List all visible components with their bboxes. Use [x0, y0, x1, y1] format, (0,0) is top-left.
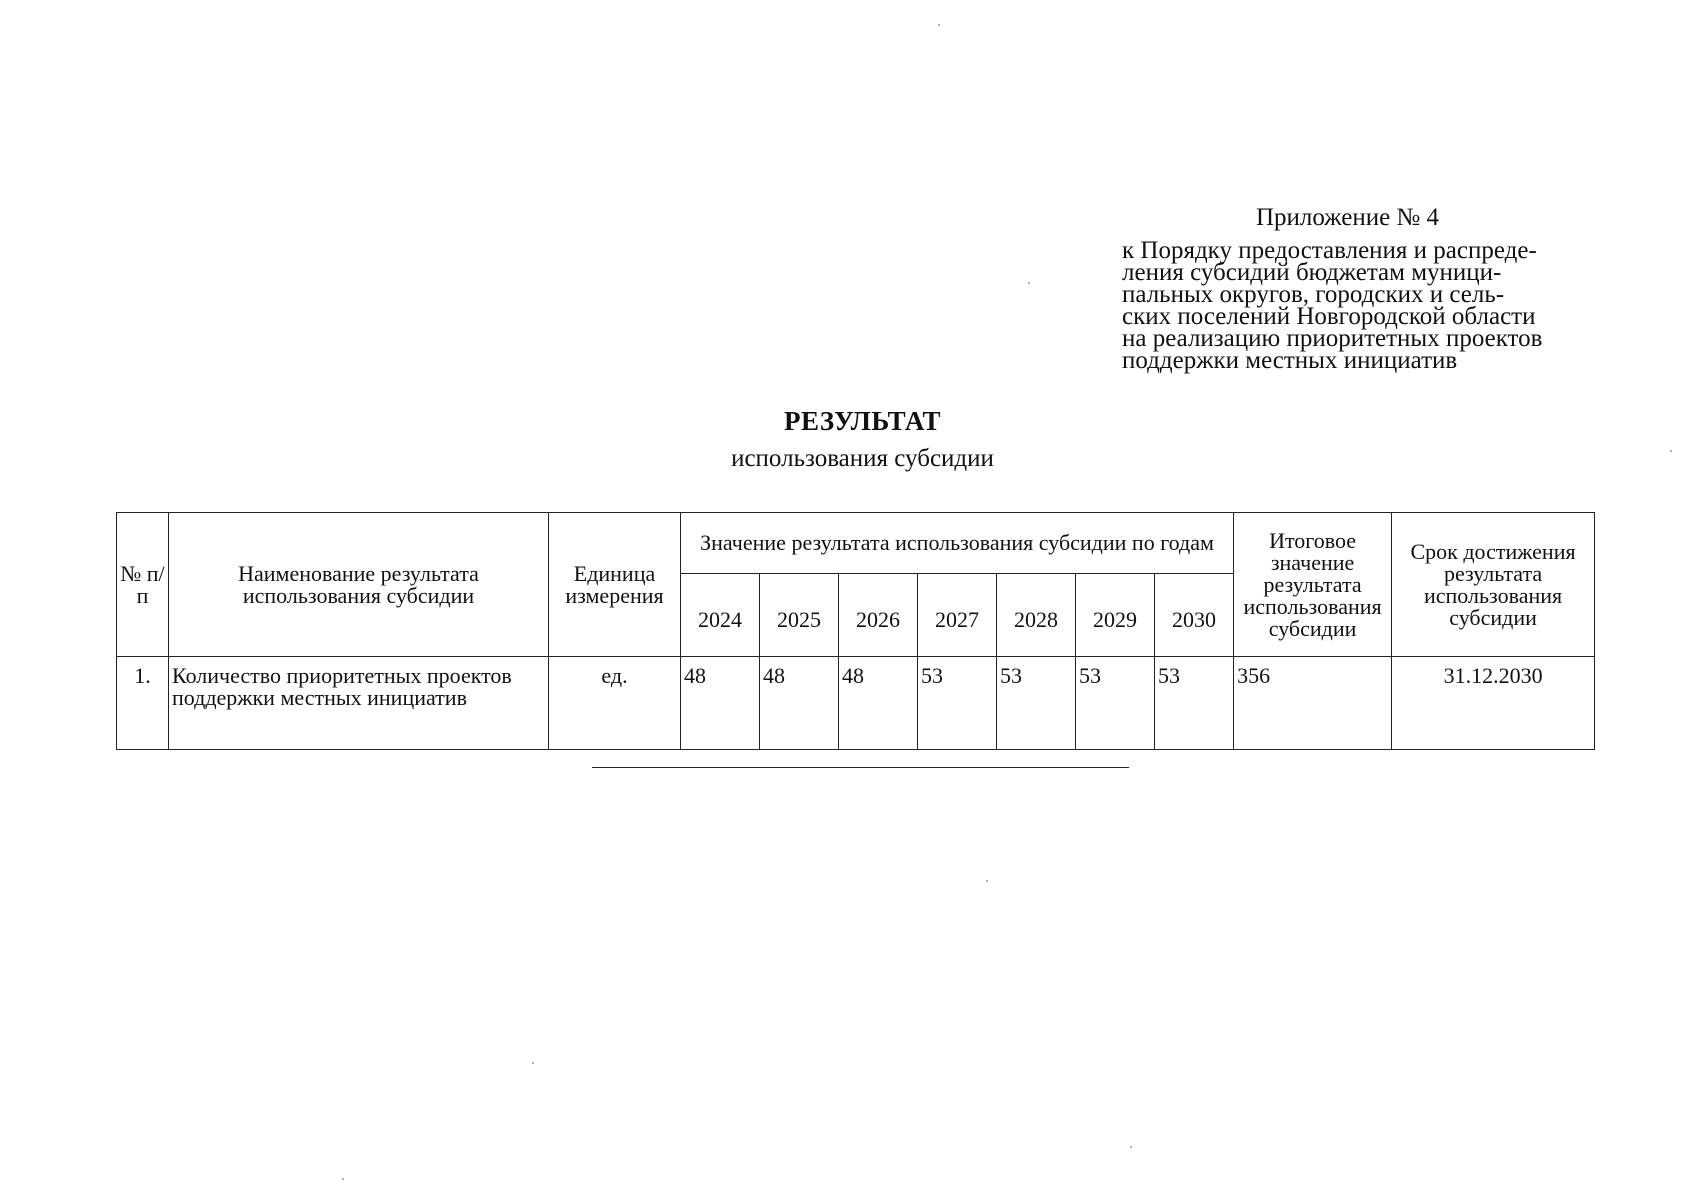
header-values-group: Значение результата использования субсидии по годам: [681, 513, 1234, 574]
table-header-row: [117, 513, 1595, 574]
scan-speck: [938, 24, 940, 26]
header-unit: Единица измерения: [549, 513, 681, 657]
header-year: 2030: [1155, 574, 1234, 657]
cell-number: 1.: [117, 657, 169, 750]
appendix-line: ления субсидий бюджетам муници-: [1122, 259, 1502, 286]
header-year: 2028: [997, 574, 1076, 657]
header-year: 2027: [918, 574, 997, 657]
scan-speck: [1670, 450, 1672, 452]
document-subtitle: использования субсидии: [731, 445, 994, 472]
header-total: Итоговое значение результата использования субсидии: [1234, 513, 1392, 657]
footer-divider: [592, 767, 1129, 768]
cell-value: 53: [1076, 657, 1155, 750]
cell-deadline: 31.12.2030: [1392, 657, 1595, 750]
appendix-line: поддержки местных инициатив: [1122, 347, 1458, 374]
header-deadline: Срок достижения результата использования субсидии: [1392, 513, 1595, 657]
appendix-line: на реализацию приоритетных проектов: [1122, 325, 1543, 352]
cell-value: 53: [997, 657, 1076, 750]
appendix-text: [1122, 237, 1622, 374]
header-year: 2025: [760, 574, 839, 657]
cell-value: 53: [918, 657, 997, 750]
header-year: 2026: [839, 574, 918, 657]
header-name: Наименование результата использования субсидии: [169, 513, 549, 657]
cell-value: 48: [839, 657, 918, 750]
cell-value: 53: [1155, 657, 1234, 750]
header-year: 2029: [1076, 574, 1155, 657]
cell-total: 356: [1234, 657, 1392, 750]
cell-name: Количество приоритетных проектов поддержки местных инициатив: [169, 657, 549, 750]
header-year: 2024: [681, 574, 760, 657]
appendix-block: [1122, 204, 1622, 372]
document-title: РЕЗУЛЬТАТ: [784, 406, 941, 436]
scan-speck: [1130, 1146, 1132, 1148]
appendix-title: Приложение № 4: [1256, 204, 1440, 231]
table-row: [117, 657, 1595, 750]
scan-speck: [1028, 282, 1030, 284]
result-table: [116, 512, 1595, 750]
cell-value: 48: [681, 657, 760, 750]
appendix-line: к Порядку предоставления и распреде-: [1122, 237, 1537, 264]
header-number: № п/п: [117, 513, 169, 657]
cell-value: 48: [760, 657, 839, 750]
cell-unit: ед.: [549, 657, 681, 750]
scan-speck: [986, 880, 988, 882]
appendix-line: ских поселений Новгородской области: [1122, 303, 1536, 330]
scan-speck: [532, 1062, 534, 1064]
appendix-line: пальных округов, городских и сель-: [1122, 281, 1505, 308]
scan-speck: [342, 1178, 344, 1180]
